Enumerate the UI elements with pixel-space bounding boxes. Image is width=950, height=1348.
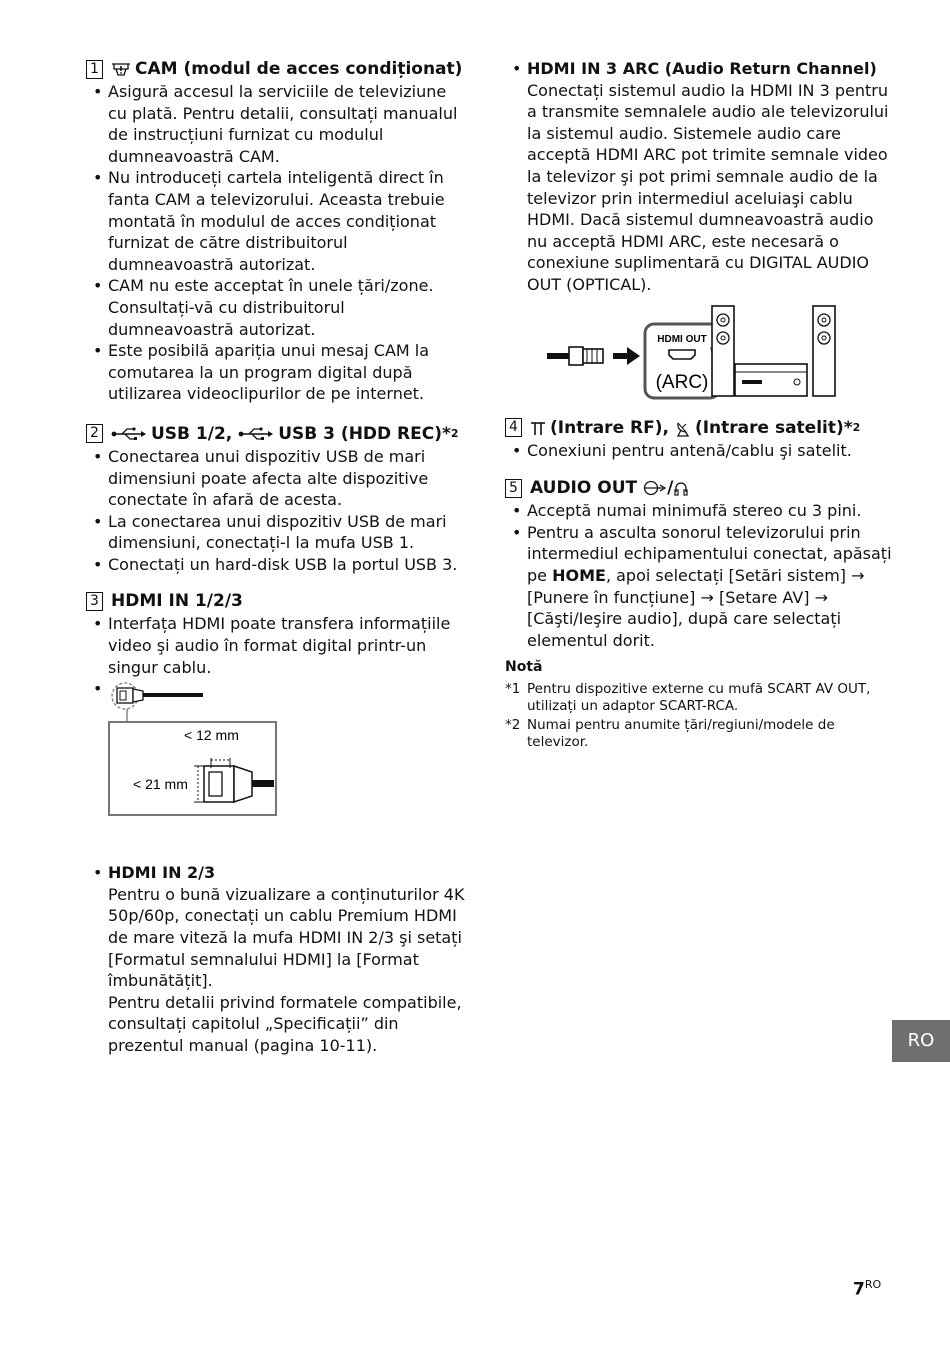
page-number bbox=[853, 1278, 881, 1300]
section-cam-heading bbox=[86, 58, 466, 80]
hdmi-out-label: HDMI OUT bbox=[657, 333, 707, 345]
section-usb-heading bbox=[86, 423, 466, 445]
section-rf-title-a: (Intrare RF), bbox=[550, 417, 669, 438]
footnote-mark: *1 bbox=[505, 681, 521, 698]
list-item: • Acceptă numai minimufă stereo cu 3 pini. bbox=[527, 500, 895, 522]
list-item: • Conectarea unui dispozitiv USB de mari dimensiuni poate afecta alte dispozitive conectate în afară de acesta. bbox=[108, 446, 466, 511]
left-column bbox=[86, 58, 466, 1057]
text-run: [Setare AV] bbox=[718, 587, 810, 607]
section-cam-title: CAM (modul de acces condiționat) bbox=[135, 59, 463, 79]
text-run: , apoi selectați [Setări sistem] bbox=[605, 565, 847, 585]
list-item: • Interfața HDMI poate transfera informațiile video şi audio în format digital printr-un singur cablu. bbox=[108, 613, 466, 678]
headphones-icon bbox=[673, 480, 689, 496]
list-item: • Asigură accesul la serviciile de televiziune cu plată. Pentru detalii, consultați manualul de instrucțiuni furnizat cu modulul dumneavoastră CAM. bbox=[108, 81, 466, 167]
section-hdmi bbox=[86, 590, 466, 1056]
text-run: [Căşti/Ieşire audio], după care selectați elementul dorit. bbox=[527, 609, 842, 650]
usb-icon bbox=[238, 427, 274, 441]
section-usb-title-a: USB 1/2, bbox=[151, 423, 233, 444]
section-audio-out-slash: / bbox=[667, 478, 674, 499]
list-item bbox=[527, 522, 895, 652]
hdmi-plug-size-diagram bbox=[106, 680, 296, 840]
satellite-dish-icon bbox=[675, 419, 691, 437]
arrow-right-icon: → bbox=[700, 587, 714, 607]
section-hdmi-title: HDMI IN 1/2/3 bbox=[111, 591, 243, 612]
usb-icon bbox=[111, 427, 147, 441]
list-item: • Conectați un hard-disk USB la portul USB 3. bbox=[108, 554, 466, 576]
arrow-right-icon: → bbox=[851, 565, 865, 585]
section-cam bbox=[86, 58, 466, 405]
list-item bbox=[108, 862, 466, 1056]
arrow-right-icon: → bbox=[814, 587, 829, 607]
footnote-text: Pentru dispozitive externe cu mufă SCART AV OUT, utilizați un adaptor SCART-RCA. bbox=[527, 681, 871, 715]
section-number: 1 bbox=[86, 60, 103, 79]
hdmi-2-3-paragraph: Pentru detalii privind formatele compatibile, consultați capitolul „Specificații” din prezentul manual (pagina 10-11). bbox=[108, 992, 462, 1055]
section-hdmi-list bbox=[86, 613, 466, 1056]
list-item bbox=[527, 58, 895, 296]
dimension-label-21mm: < 21 mm bbox=[133, 776, 188, 793]
arc-body: Conectați sistemul audio la HDMI IN 3 pentru a transmite semnalele audio ale televizorului la sistemul audio. Sistemele audio care acceptă HDMI ARC pot trimite semnale video la televizor şi pot primi semnale audio de la televizor prin intermediul aceluiaşi cablu HDMI. Dacă sistemul dumneavoastră audio nu acceptă HDMI ARC, este necesară o conexiune suplimentară cu DIGITAL AUDIO OUT (OPTICAL). bbox=[527, 80, 889, 294]
section-audio-out-title: AUDIO OUT bbox=[530, 478, 638, 499]
list-item: • La conectarea unui dispozitiv USB de mari dimensiuni, conectați-l la mufa USB 1. bbox=[108, 511, 466, 554]
footnote-ref: 2 bbox=[852, 420, 861, 434]
section-rf-heading bbox=[505, 417, 895, 439]
home-button-label: HOME bbox=[552, 565, 606, 585]
section-hdmi-heading bbox=[86, 590, 466, 612]
right-column bbox=[505, 58, 895, 751]
section-audio-out-heading bbox=[505, 477, 895, 499]
hdmi-arc-connection-diagram bbox=[547, 302, 847, 402]
section-number: 5 bbox=[505, 479, 522, 498]
section-number: 3 bbox=[86, 592, 103, 611]
list-item: • CAM nu este acceptat în unele țări/zone. Consultați-vă cu distribuitorul dumneavoastră autorizat. bbox=[108, 275, 466, 340]
hdmi-2-3-paragraph: Pentru o bună vizualizare a conținuturilor 4K 50p/60p, conectați un cablu Premium HDMI de mare viteză la mufa HDMI IN 2/3 şi setați [Formatul semnalului HDMI] la [Format îmbunătățit]. bbox=[108, 884, 465, 991]
section-number: 4 bbox=[505, 418, 522, 437]
section-rf bbox=[505, 417, 895, 462]
section-usb bbox=[86, 423, 466, 576]
footnote-ref: 2 bbox=[450, 426, 459, 440]
audio-output-icon bbox=[643, 480, 667, 496]
page-number-suffix: RO bbox=[864, 1278, 882, 1291]
cam-icon bbox=[111, 61, 131, 77]
list-item: • Este posibilă apariția unui mesaj CAM la comutarea la un program digital după utilizarea videoclipurilor de pe internet. bbox=[108, 340, 466, 405]
section-usb-list bbox=[86, 446, 466, 576]
footnote bbox=[505, 717, 895, 751]
arc-label: (ARC) bbox=[655, 371, 709, 393]
section-cam-list bbox=[86, 81, 466, 405]
section-number: 2 bbox=[86, 424, 103, 443]
text-run: [Punere în funcțiune] bbox=[527, 587, 696, 607]
antenna-icon bbox=[530, 420, 546, 436]
list-item: • Nu introduceți cartela inteligentă direct în fanta CAM a televizorului. Aceasta trebuie montată în modulul de acces condiționat furnizat de către distribuitorul dumneavoastră autorizat. bbox=[108, 167, 466, 275]
arc-title: • HDMI IN 3 ARC (Audio Return Channel) bbox=[527, 59, 877, 78]
section-audio-out-list bbox=[505, 500, 895, 651]
footnote-mark: *2 bbox=[505, 717, 521, 734]
footnote-text: Numai pentru anumite țări/regiuni/modele de televizor. bbox=[527, 717, 835, 751]
section-audio-out bbox=[505, 477, 895, 651]
dimension-label-12mm: • < 12 mm bbox=[184, 727, 239, 744]
language-tab: RO bbox=[892, 1020, 950, 1062]
section-rf-list bbox=[505, 440, 895, 462]
arc-list bbox=[505, 58, 895, 296]
hdmi-2-3-title: • HDMI IN 2/3 bbox=[108, 863, 216, 883]
footnote bbox=[505, 681, 895, 715]
section-rf-title-b: (Intrare satelit)* bbox=[694, 417, 853, 438]
text-run: Pentru a asculta sonorul televizorului prin intermediul echipamentului conectat, apăsați pe bbox=[527, 522, 892, 585]
list-item: • Conexiuni pentru antenă/cablu şi satelit. bbox=[527, 440, 895, 462]
section-usb-title-b: USB 3 (HDD REC)* bbox=[278, 423, 451, 444]
list-item bbox=[108, 678, 466, 848]
page-number-value: 7 bbox=[853, 1279, 865, 1300]
notes-title: Notă bbox=[505, 659, 543, 676]
